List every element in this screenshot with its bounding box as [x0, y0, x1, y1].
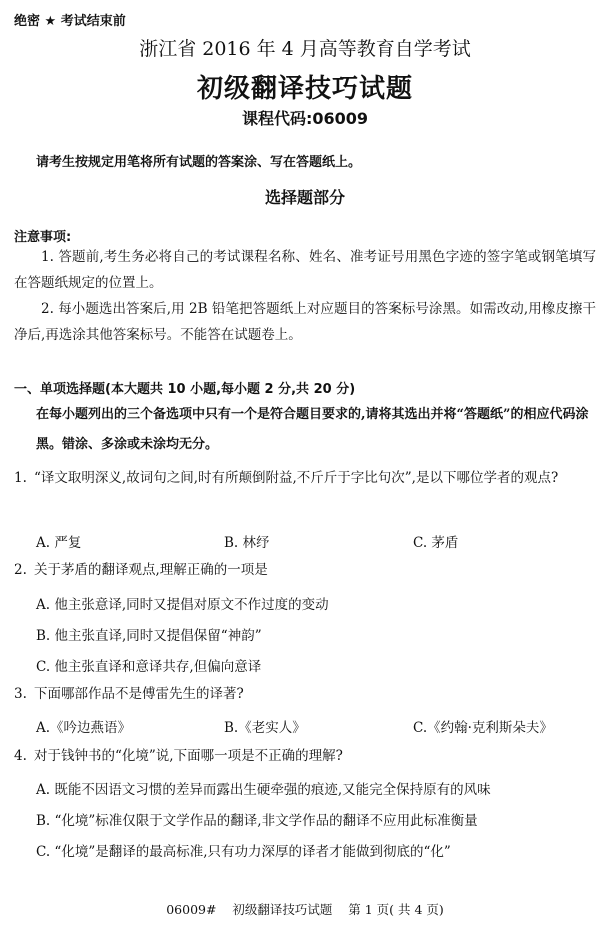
- question-3: [14, 679, 596, 709]
- question-text: 关于茅盾的翻译观点,理解正确的一项是: [34, 562, 268, 578]
- attention-item-2: 2. 每小题选出答案后,用 2B 铅笔把答题纸上对应题目的答案标号涂黑。如需改动,用橡皮擦干净后,再选涂其他答案标号。不能答在试题卷上。: [14, 301, 596, 343]
- paper-title: 初级翻译技巧试题: [196, 74, 413, 104]
- q4-option-b: B. “化境”标准仅限于文学作品的翻译,非文学作品的翻译不应用此标准衡量: [36, 813, 478, 829]
- part1-instruction: 在每小题列出的三个备选项中只有一个是符合题目要求的,请将其选出并将“答题纸”的相应代码涂黑。错涂、多涂或未涂均无分。: [36, 407, 589, 452]
- q3-option-b: B.《老实人》: [224, 720, 306, 736]
- q1-option-c: C. 茅盾: [413, 535, 459, 551]
- attention-item-1: 1. 答题前,考生务必将自己的考试课程名称、姓名、准考证号用黑色字迹的签字笔或钢笔填写在答题纸规定的位置上。: [14, 249, 596, 291]
- question-number: 4.: [14, 748, 27, 764]
- q2-option-b: B. 他主张直译,同时又提倡保留“神韵”: [36, 628, 262, 644]
- question-number: 2.: [14, 562, 27, 578]
- q1-option-a: A. 严复: [36, 535, 82, 551]
- q2-option-c: C. 他主张直译和意译共存,但偏向意译: [36, 659, 262, 675]
- course-code: 课程代码:06009: [241, 109, 369, 128]
- question-text: 对于钱钟书的“化境”说,下面哪一项是不正确的理解?: [34, 748, 343, 764]
- exam-title: 浙江省 2016 年 4 月高等教育自学考试: [139, 38, 471, 60]
- q4-option-c: C. “化境”是翻译的最高标准,只有功力深厚的译者才能做到彻底的“化”: [36, 844, 451, 860]
- question-text: 下面哪部作品不是傅雷先生的译著?: [34, 686, 244, 702]
- q3-option-c: C.《约翰·克利斯朵夫》: [413, 720, 553, 736]
- q4-option-a: A. 既能不因语文习惯的差异而露出生硬牵强的痕迹,又能完全保持原有的风味: [36, 782, 491, 798]
- section-title: 选择题部分: [264, 188, 345, 207]
- secret-mark: 绝密 ★ 考试结束前: [14, 14, 126, 29]
- q1-option-b: B. 林纾: [224, 535, 270, 551]
- answer-notice: 请考生按规定用笔将所有试题的答案涂、写在答题纸上。: [36, 155, 362, 170]
- question-2: [14, 555, 596, 585]
- question-text: “译文取明深义,故词句之间,时有所颠倒附益,不斤斤于字比句次”,是以下哪位学者的观点?: [34, 470, 559, 486]
- part1-heading: 一、单项选择题(本大题共 10 小题,每小题 2 分,共 20 分): [14, 382, 356, 397]
- question-1: [14, 463, 596, 493]
- question-number: 3.: [14, 686, 27, 702]
- question-4: [14, 741, 596, 771]
- attention-heading: 注意事项:: [14, 230, 72, 245]
- q3-option-a: A.《吟边燕语》: [36, 720, 132, 736]
- page-footer: 06009# 初级翻译技巧试题 第 1 页( 共 4 页): [166, 902, 444, 917]
- q2-option-a: A. 他主张意译,同时又提倡对原文不作过度的变动: [36, 597, 329, 613]
- question-number: 1.: [14, 470, 27, 486]
